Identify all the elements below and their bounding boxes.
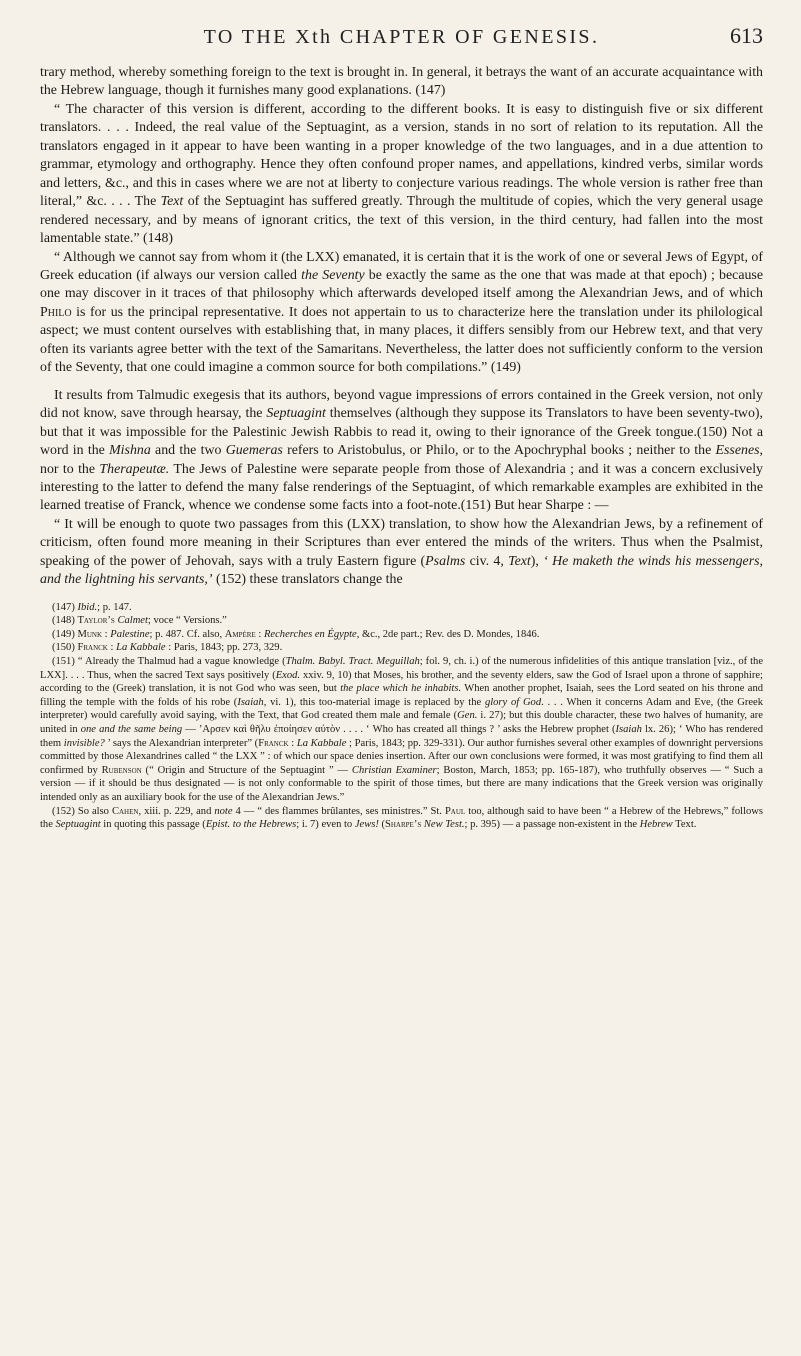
paragraph-1: trary method, whereby something foreign to the text is brought in. In general, it betrays the want of an accurate acquaintance with the Hebrew language, though it furnishes many good explanations. (147) [40, 65, 763, 99]
running-title: TO THE Xth CHAPTER OF GENESIS. [203, 26, 600, 48]
footnotes [40, 601, 763, 832]
page-number: 613 [730, 23, 763, 48]
footnote-149: (149) Munk : Palestine; p. 487. Cf. also, Ampère : Recherches en Égypte, &c., 2de part.; Rev. des D. Mondes, 1846. [52, 628, 540, 640]
footnote-148: (148) Taylor’s Calmet; voce “ Versions.” [52, 615, 227, 627]
paragraph-5: “ It will be enough to quote two passages from this (LXX) translation, to show how the Alexandrian Jews, by a refinement of criticism, often found more meaning in their Scriptures than ever entered the minds of the writers. Thus when the Psalmist, speaking of the power of Jehovah, says with a truly Eastern figure (Psalms civ. 4, Text), ‘ He maketh the winds his messengers, and the lightning his servants,’ (152) these translators change the [40, 516, 763, 588]
footnote-147: (147) Ibid.; p. 147. [52, 601, 132, 613]
paragraph-3: “ Although we cannot say from whom it (the LXX) emanated, it is certain that it is the work of one or several Jews of Egypt, of Greek education (if always our version called the Seventy be exactly the same as the one that was made at that epoch) ; because one may discover in it traces of that philosophy which afterwards developed itself among the Alexandrian Jews, and of which Philo is for us the principal representative. It does not appertain to us to characterize here the translation under its philological aspect; we must content ourselves with establishing that, in many places, it differs sensibly from our Hebrew text, and that very often its variants agree better with the text of the Samaritans. Nevertheless, the latter does not sufficiently conform to the version of the Seventy, that one could imagine a common source for both compilations.” (149) [40, 249, 764, 376]
main-text [40, 64, 763, 590]
paragraph-4: It results from Talmudic exegesis that its authors, beyond vague impressions of errors contained in the Greek version, not only did not know, save through hearsay, the Septuagint themselves (although they suppose its Translators to have been seventy-two), but that it was impossible for the Palestinic Jewish Rabbis to read it, owing to their ignorance of the Greek tongue.(150) Not a word in the Mishna and the two Guemeras refers to Aristobulus, or Philo, or to the Apochryphal books ; neither to the Essenes, nor to the Therapeutæ. The Jews of Palestine were separate people from those of Alexandria ; and it was a concern exclusively interesting to the latter to defend the many false renderings of the Septuagint, of which remarkable examples are exhibited in the learned treatise of Franck, whence we condense some facts into a foot-note.(151) But hear Sharpe : — [40, 387, 764, 514]
running-head [40, 23, 763, 56]
footnote-150: (150) Franck : La Kabbale : Paris, 1843; pp. 273, 329. [52, 642, 283, 654]
footnote-152: (152) So also Cahen, xiii. p. 229, and note 4 — “ des flammes brûlantes, ses ministres.” St. Paul too, although said to have been “ a Hebrew of the Hebrews,” follows the Septuagint in quoting this passage (Epist. to the Hebrews; i. 7) even to Jews! (Sharpe’s New Test.; p. 395) — a passage non-existent in the Hebrew Text. [40, 805, 763, 831]
paragraph-2: “ The character of this version is different, according to the different books. It is easy to distinguish five or six different translators. . . . Indeed, the real value of the Septuagint, as a version, stands in no sort of relation to its reputation. All the translators engaged in it appear to have been wanting in a proper knowledge of the two languages, and in a due attention to grammar, etymology and orthography. Hence they often confound proper names, and appellations, kindred verbs, similar words and letters, &c., and this in cases where we are not at liberty to conjecture various readings. The whole version is rather free than literal,” &c. . . . The Text of the Septuagint has suffered greatly. Through the multitude of copies, which the very general usage rendered necessary, and by means of ignorant critics, the text of this version, in the third century, had fallen into the most lamentable state.” (148) [40, 101, 763, 247]
footnote-151: (151) “ Already the Thalmud had a vague knowledge (Thalm. Babyl. Tract. Meguillah; fol. 9, ch. i.) of the numerous infidelities of this antique translation [viz., of the LXX]. . . . Thus, when the sacred Text says positively (Exod. xxiv. 9, 10) that Moses, his brother, and the seventy elders, saw the God of Israel upon a throne of sapphire; according to the (Greek) translation, it is not God who was seen, but the place which he inhabits. When another prophet, Isaiah, sees the Lord seated on his throne and filling the temple with the folds of his robe (Isaiah, vi. 1), this too-material image is replaced by the glory of God. . . . When it concerns Adam and Eve, (the Greek interpreter) would carefully avoid saying, with the Text, that God created them male and female (Gen. i. 27); but this double character, these two halves of humanity, are united in one and the same being — ’Αρσεν καὶ θῆλυ ἐποίησεν αὐτὸν . . . . ‘ Who has created all things ? ’ asks the Hebrew prophet (Isaiah lx. 26); ‘ Who has rendered them invisible? ’ says the Alexandrian interpreter” (Franck : La Kabbale ; Paris, 1843; pp. 329-331). Our author furnishes several other examples of downright perversions committed by those Alexandrines called “ the LXX ” : of which our space denies insertion. After our own conclusions were formed, it was most gratifying to find them all confirmed by Rubenson (“ Origin and Structure of the Septuagint ” — Christian Examiner; Boston, March, 1853; pp. 165-187), who truthfully observes — “ Such a version — if it should be thus designated — is not only conformable to the spirit of those times, but there are many indications that the Greek version was originally intended only as an auxiliary book for the use of the Alexandrian Jews.” [40, 656, 764, 803]
